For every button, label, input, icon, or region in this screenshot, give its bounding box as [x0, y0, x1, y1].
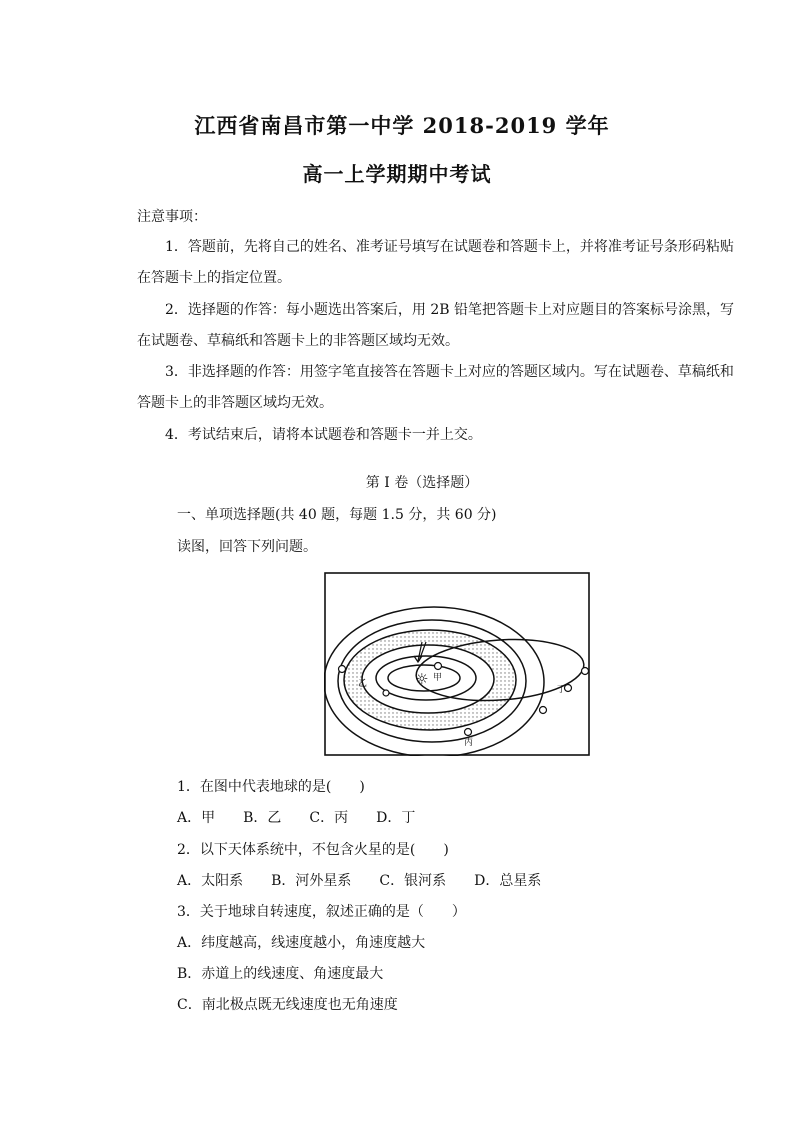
sun-icon: ☼	[415, 670, 429, 688]
planet-yi	[339, 666, 346, 673]
question-1-options: A．甲 B．乙 C．丙 D．丁	[177, 810, 416, 826]
label-bing: 丙	[464, 738, 474, 748]
section-title: 第 I 卷（选择题）	[365, 475, 479, 491]
notice-item-1: 1．答题前，先将自己的姓名、准考证号填写在试题卷和答题卡上，并将准考证号条形码粘贴在答题卡上的指定位置。	[137, 239, 734, 286]
notice-item-4: 4．考试结束后，请将本试题卷和答题卡一并上交。	[165, 427, 482, 443]
reading-instruction: 读图，回答下列问题。	[177, 539, 317, 555]
exam-title-line2: 高一上学期期中考试	[302, 162, 492, 186]
part-heading: 一、单项选择题(共 40 题，每题 1.5 分，共 60 分)	[177, 507, 497, 523]
label-ding: 丁	[557, 685, 567, 695]
notice-item-3: 3．非选择题的作答：用签字笔直接答在答题卡上对应的答题区域内。写在试题卷、草稿纸和答题卡上的非答题区域均无效。	[137, 364, 734, 411]
question-3-stem: 3．关于地球自转速度，叙述正确的是（ ）	[177, 904, 466, 920]
question-1-stem: 1．在图中代表地球的是( )	[177, 779, 365, 795]
question-3-option-b: B．赤道上的线速度、角速度最大	[177, 966, 384, 982]
solar-system-diagram	[324, 572, 590, 756]
question-3-option-a: A．纬度越高，线速度越小，角速度越大	[177, 935, 426, 951]
planet-c	[540, 707, 547, 714]
notice-heading: 注意事项：	[137, 209, 207, 225]
question-3-option-c: C．南北极点既无线速度也无角速度	[177, 997, 398, 1013]
planet-small	[383, 690, 389, 696]
question-2-stem: 2．以下天体系统中，不包含火星的是( )	[177, 842, 449, 858]
comet-aphelion	[582, 668, 589, 675]
planet-bing	[465, 729, 472, 736]
notice-item-2: 2．选择题的作答：每小题选出答案后，用 2B 铅笔把答题卡上对应题目的答案标号涂黑，写在试题卷、草稿纸和答题卡上的非答题区域均无效。	[137, 302, 735, 349]
question-2-options: A．太阳系 B．河外星系 C．银河系 D．总星系	[177, 873, 542, 889]
planet-jia	[435, 663, 442, 670]
exam-title-line1: 江西省南昌市第一中学 2018-2019 学年	[194, 113, 610, 138]
label-jia: 甲	[433, 673, 443, 683]
label-yi: 乙	[358, 679, 368, 689]
